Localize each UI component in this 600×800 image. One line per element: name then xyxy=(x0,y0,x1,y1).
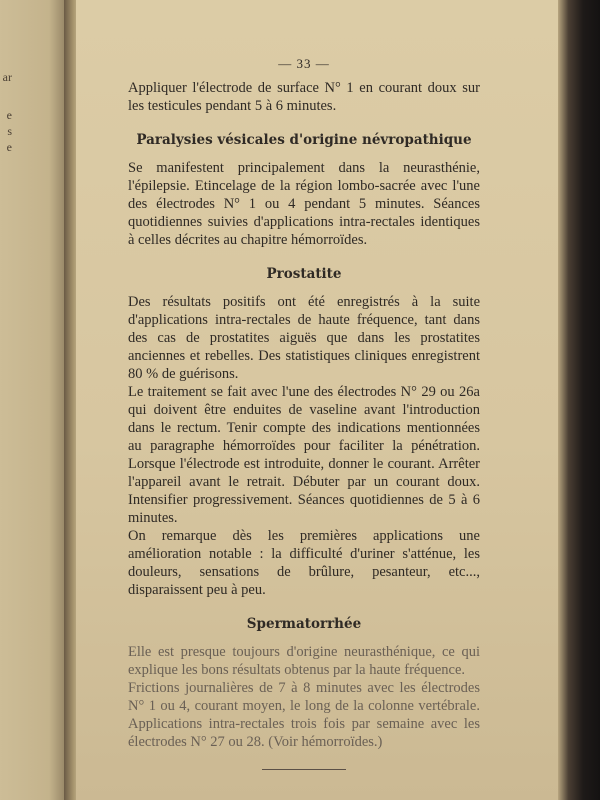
page-edge xyxy=(558,0,600,800)
left-page-fragment: e xyxy=(6,140,12,154)
section-heading: Prostatite xyxy=(266,266,342,282)
paragraph: Le traitement se fait avec l'une des électrodes N° 29 ou 26a qui doivent être enduites de vaseline avant l'introduction dans le rectum. Tenir compte des indications mentionnées au paragraphe hémorroïdes pour faciliter la pénétration. Lorsque l'électrode est introduite, donner le courant. Arrêter l'appareil avant le retrait. Débuter par un courant doux. Intensifier progressivement. Séances quotidiennes de 5 à 6 minutes. xyxy=(128,384,480,526)
paragraph: Des résultats positifs ont été enregistrés à la suite d'applications intra-rectales de haute fréquence, tant dans des cas de prostatites aiguës que dans les prostatites anciennes et rebelles. Des statistiques cliniques enregistrent 80 % de guérisons. xyxy=(128,294,480,382)
paragraph: Frictions journalières de 7 à 8 minutes avec les électrodes N° 1 ou 4, courant moyen, le long de la colonne vertébrale. Applications intra-rectales trois fois par semaine avec les électrodes N° 27 ou 28. (Voir hémorroïdes.) xyxy=(128,680,480,750)
section-heading: Spermatorrhée xyxy=(246,616,362,632)
left-page-fragment: e xyxy=(6,108,12,122)
paragraph: Elle est presque toujours d'origine neurasthénique, ce qui explique les bons résultats obtenus par la haute fréquence. xyxy=(128,644,480,678)
intro-paragraph: Appliquer l'électrode de surface N° 1 en courant doux sur les testicules pendant 5 à 6 minutes. xyxy=(128,80,480,114)
left-page-fragment: s xyxy=(7,124,12,138)
left-page xyxy=(0,0,70,800)
end-rule xyxy=(262,769,346,770)
page-text xyxy=(128,55,480,770)
page-number: — 33 — xyxy=(278,56,330,71)
paragraph: On remarque dès les premières applications une amélioration notable : la difficulté d'uriner s'atténue, les douleurs, sensations de brûlure, pesanteur, etc..., disparaissent peu à peu. xyxy=(128,528,480,598)
section-heading: Paralysies vésicales d'origine névropathique xyxy=(136,132,472,148)
paragraph: Se manifestent principalement dans la neurasthénie, l'épilepsie. Etincelage de la région lombo-sacrée avec l'une des électrodes N° 1 ou 4 pendant 5 minutes. Séances quotidiennes suivies d'applications intra-rectales identiques à celles décrites au chapitre hémorroïdes. xyxy=(128,160,480,248)
left-page-fragment: ar xyxy=(2,70,12,84)
